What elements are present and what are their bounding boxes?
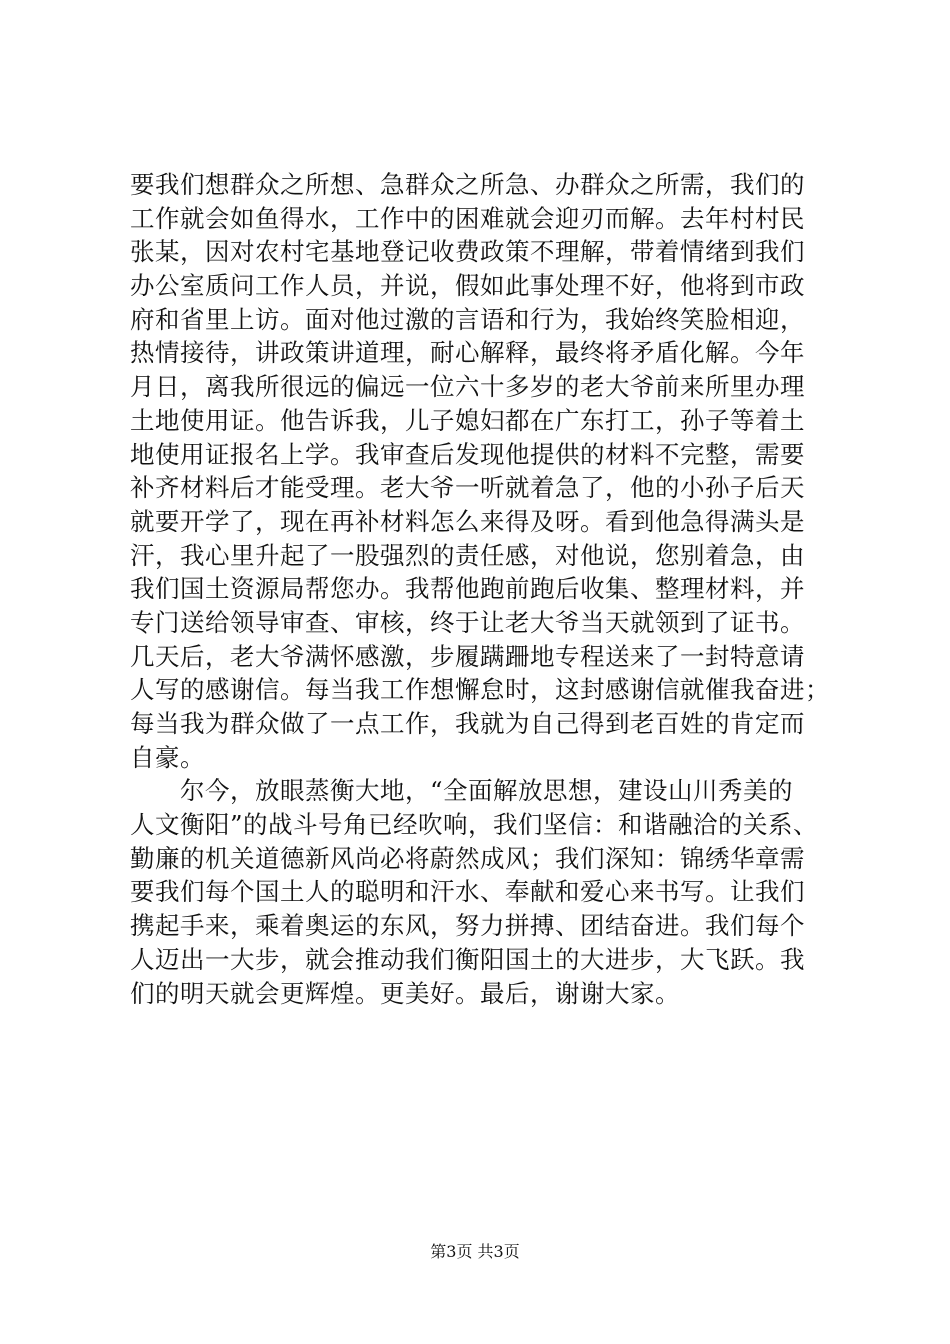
text-line: 自豪。	[130, 742, 205, 772]
text-line: 工作就会如鱼得水，工作中的困难就会迎刃而解。去年村村民	[130, 203, 805, 233]
page-footer	[0, 1242, 950, 1262]
text-line: 人写的感谢信。每当我工作想懈怠时，这封感谢信就催我奋进；	[130, 675, 830, 705]
body-text	[130, 168, 830, 1010]
text-line: 补齐材料后才能受理。老大爷一听就着急了，他的小孙子后天	[130, 473, 805, 503]
text-line: 热情接待，讲政策讲道理，耐心解释，最终将矛盾化解。今年	[130, 338, 805, 368]
text-line: 地使用证报名上学。我审查后发现他提供的材料不完整，需要	[130, 439, 805, 469]
text-line: 们的明天就会更辉煌。更美好。最后，谢谢大家。	[130, 978, 680, 1008]
text-line: 汗，我心里升起了一股强烈的责任感，对他说，您别着急，由	[130, 540, 805, 570]
text-line: 土地使用证。他告诉我，儿子媳妇都在广东打工，孙子等着土	[130, 405, 805, 435]
text-line: 办公室质问工作人员，并说，假如此事处理不好，他将到市政	[130, 271, 805, 301]
text-line: 携起手来，乘着奥运的东风，努力拼搏、团结奋进。我们每个	[130, 911, 805, 941]
text-line: 府和省里上访。面对他过激的言语和行为，我始终笑脸相迎，	[130, 304, 805, 334]
text-line: 几天后，老大爷满怀感激，步履蹒跚地专程送来了一封特意请	[130, 641, 805, 671]
text-line: 要我们想群众之所想、急群众之所急、办群众之所需，我们的	[130, 170, 805, 199]
text-line: 专门送给领导审查、审核，终于让老大爷当天就领到了证书。	[130, 607, 805, 637]
text-line: 勤廉的机关道德新风尚必将蔚然成风；我们深知：锦绣华章需	[130, 843, 805, 873]
text-line: 每当我为群众做了一点工作，我就为自己得到老百姓的肯定而	[130, 709, 805, 738]
text-line: 人迈出一大步，就会推动我们衡阳国土的大进步，大飞跃。我	[130, 944, 805, 974]
text-line: 尔今，放眼蒸衡大地，“全面解放思想，建设山川秀美的	[130, 776, 794, 806]
text-line: 人文衡阳”的战斗号角已经吹响，我们坚信：和谐融洽的关系、	[130, 810, 819, 840]
text-line: 就要开学了，现在再补材料怎么来得及呀。看到他急得满头是	[130, 506, 805, 536]
page-number: 第3页 共3页	[430, 1242, 520, 1261]
text-line: 要我们每个国土人的聪明和汗水、奉献和爱心来书写。让我们	[130, 877, 805, 907]
text-line: 月日，离我所很远的偏远一位六十多岁的老大爷前来所里办理	[130, 372, 805, 402]
text-line: 张某，因对农村宅基地登记收费政策不理解，带着情绪到我们	[130, 237, 805, 267]
text-line: 我们国土资源局帮您办。我帮他跑前跑后收集、整理材料，并	[130, 574, 805, 604]
